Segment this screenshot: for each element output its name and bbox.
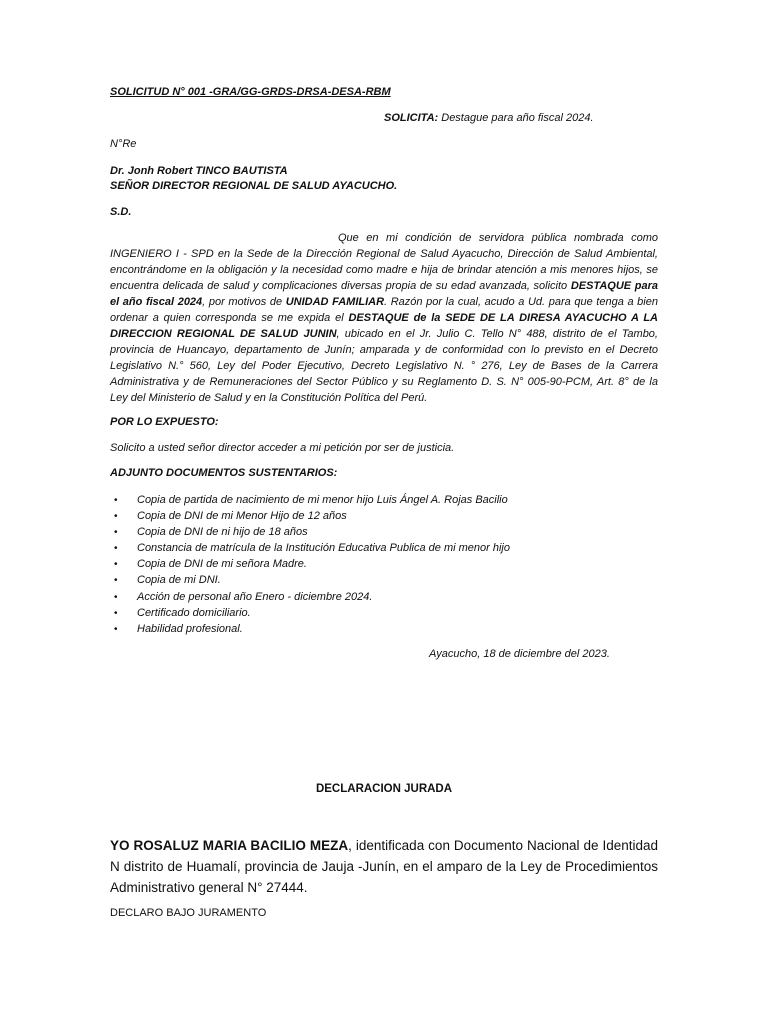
bullet-icon: • xyxy=(114,607,118,619)
date-line: Ayacucho, 18 de diciembre del 2023. xyxy=(429,648,610,660)
request-body xyxy=(110,230,658,406)
expuesto-text: Solicito a usted señor director acceder a mi petición por ser de justicia. xyxy=(110,442,455,454)
bullet-icon: • xyxy=(114,527,118,539)
bullet-icon: • xyxy=(114,543,118,555)
list-item: • Copia de DNI de mi Menor Hijo de 12 años xyxy=(110,508,510,524)
declaro-line: DECLARO BAJO JURAMENTO xyxy=(110,907,267,919)
bullet-icon: • xyxy=(114,591,118,603)
bullet-icon: • xyxy=(114,623,118,635)
list-item: • Copia de partida de nacimiento de mi menor hijo Luis Ángel A. Rojas Bacilio xyxy=(110,492,510,508)
body-bold-3: DESTAQUE de la SEDE DE LA DIRESA AYACUCHO A LA DIRECCION REGIONAL DE SALUD JUNIN xyxy=(110,312,658,340)
declaration-text: , identificada con Documento Nacional de Identidad N distrito de Huamalí, provincia de Jauja -Junín, en el amparo de la Ley de Procedimientos Administrativo general N° 27444. xyxy=(110,838,658,895)
solicita-label: SOLICITA: xyxy=(384,112,439,124)
list-item: • Copia de mi DNI. xyxy=(110,572,510,588)
body-text-2: , por motivos de xyxy=(202,296,286,308)
list-item: • Acción de personal año Enero - diciembre 2024. xyxy=(110,589,510,605)
body-text-4: , ubicado en el Jr. Julio C. Tello N° 488, distrito de el Tambo, provincia de Huancayo, departamento de Junín; amparada y de conformidad con lo previsto en el Decreto Legislativo N.° 560, Ley del Poder Ejecutivo, Decreto Legislativo N. ° 276, Ley de Bases de la Carrera Administrativa y de Remuneraciones del Sector Público y su Reglamento D. S. N° 005-90-PCM, Art. 8° de la Ley del Ministerio de Salud y en la Constitución Política del Perú. xyxy=(110,328,658,404)
declarant-name: YO ROSALUZ MARIA BACILIO MEZA xyxy=(110,838,349,853)
bullet-icon: • xyxy=(114,495,118,506)
bullet-icon: • xyxy=(114,575,118,587)
bullet-icon: • xyxy=(114,511,118,523)
body-bold-2: UNIDAD FAMILIAR xyxy=(285,296,385,308)
nre-label: N°Re xyxy=(110,138,137,150)
list-item: • Habilidad profesional. xyxy=(110,621,510,637)
list-item: • Certificado domiciliario. xyxy=(110,605,510,621)
body-text-1: Que en mi condición de servidora pública nombrada como INGENIERO I - SPD en la Sede de la Dirección Regional de Salud Ayacucho, Dirección de Salud Ambiental, encontrándome en la obligación y la necesidad como madre e hija de brindar atención a mis menores hijos, se encuentra delicada de salud y complicaciones diversas propia de su edad avanzada, solicito xyxy=(110,232,658,292)
expuesto-heading: POR LO EXPUESTO: xyxy=(110,416,219,428)
declaration-title: DECLARACION JURADA xyxy=(315,783,453,795)
solicita-line xyxy=(384,112,594,124)
addressee-title: SEÑOR DIRECTOR REGIONAL DE SALUD AYACUCHO. xyxy=(110,180,398,192)
solicita-text: Destague para año fiscal 2024. xyxy=(441,112,594,124)
reference-number: SOLICITUD N° 001 -GRA/GG-GRDS-DRSA-DESA-RBM xyxy=(110,86,391,98)
salutation: S.D. xyxy=(110,206,132,218)
list-item: • Copia de DNI de mi señora Madre. xyxy=(110,556,510,572)
body-text-3: . Razón por la cual, acudo a Ud. para que tenga a bien ordenar a quien corresponda se me expida el xyxy=(110,296,658,324)
body-bold-1: DESTAQUE para el año fiscal 2024 xyxy=(110,280,658,308)
attachments-list xyxy=(110,492,510,637)
addressee-name: Dr. Jonh Robert TINCO BAUTISTA xyxy=(110,165,288,177)
declaration-body xyxy=(110,835,658,898)
attachments-heading: ADJUNTO DOCUMENTOS SUSTENTARIOS: xyxy=(110,467,338,479)
list-item: • Copia de DNI de ni hijo de 18 años xyxy=(110,524,510,540)
list-item: • Constancia de matrícula de la Institución Educativa Publica de mi menor hijo xyxy=(110,540,510,556)
bullet-icon: • xyxy=(114,559,118,571)
